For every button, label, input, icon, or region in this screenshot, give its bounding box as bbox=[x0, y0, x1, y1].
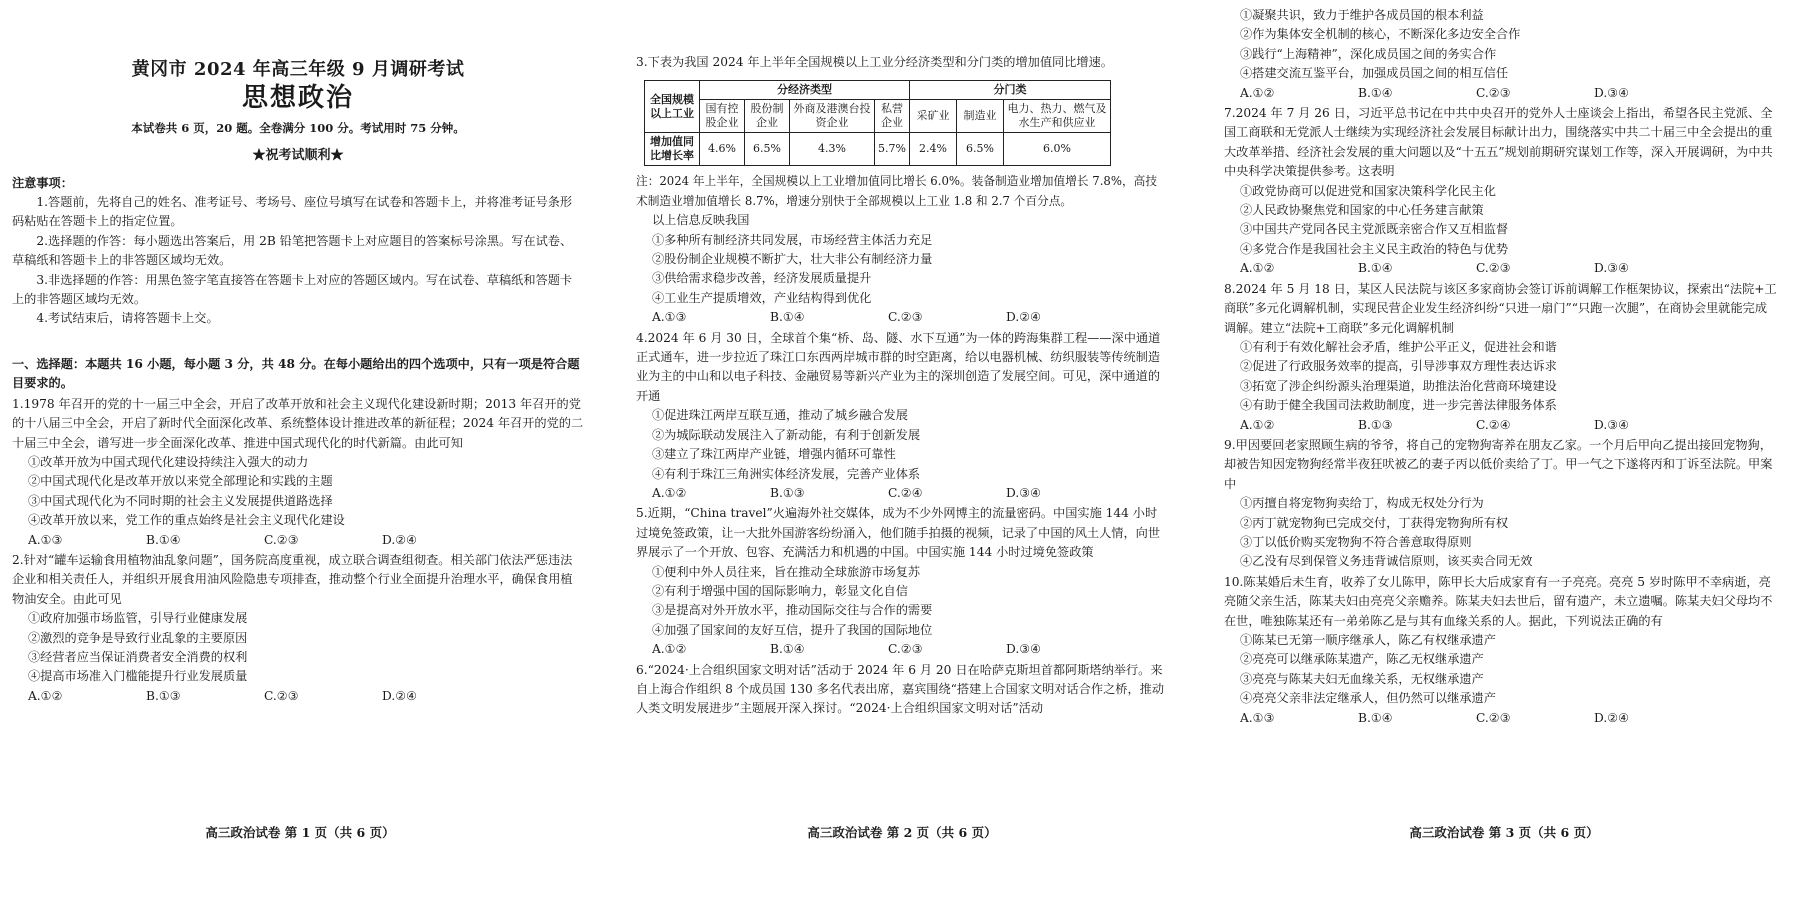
exam-info: 本试卷共 6 页，20 题。全卷满分 100 分。考试用时 75 分钟。 bbox=[131, 120, 465, 135]
question-10-stem: 10.陈某婚后未生育，收养了女儿陈甲，陈甲长大后成家育有一子亮亮。亮亮 5 岁时陈甲不幸病逝，亮亮随父亲生活，陈某夫妇由亮亮父亲赡养。陈某夫妇去世后，留有遗产，未立遗嘱。陈某夫妇父母均不在世，唯独陈某还有一弟弟陈乙是与其有血缘关系的人。据此，下列说法正确的有 bbox=[1224, 574, 1773, 628]
table-col-header: 国有控股企业 bbox=[700, 100, 745, 133]
choice-d: D.②④ bbox=[382, 688, 418, 703]
question-option: ②亮亮可以继承陈某遗产，陈乙无权继承遗产 bbox=[1240, 652, 1484, 667]
question-option: ④亮亮父亲非法定继承人，但仍然可以继承遗产 bbox=[1240, 691, 1496, 706]
choice-c: C.②③ bbox=[264, 532, 299, 547]
question-option: ③丁以低价购买宠物狗不符合善意取得原则 bbox=[1240, 534, 1472, 549]
choice-b: B.①③ bbox=[146, 688, 181, 703]
table-row-head: 全国规模以上工业 bbox=[645, 81, 700, 133]
exam-page-2 bbox=[622, 0, 1182, 900]
question-option: ②激烈的竞争是导致行业乱象的主要原因 bbox=[28, 630, 248, 645]
table-cell: 4.6% bbox=[700, 133, 745, 166]
question-option: ②人民政协聚焦党和国家的中心任务建言献策 bbox=[1240, 203, 1484, 218]
answer-choices bbox=[636, 640, 1168, 659]
choice-c: C.②④ bbox=[888, 485, 923, 500]
choice-d: D.③④ bbox=[1594, 261, 1630, 276]
choice-b: B.①④ bbox=[1358, 85, 1393, 100]
notice-item: 3.非选择题的作答：用黑色签字笔直接答在答题卡上对应的答题区域内。写在试卷、草稿纸和答题卡上的非答题区域均无效。 bbox=[12, 272, 573, 307]
table-col-header: 电力、热力、燃气及水生产和供应业 bbox=[1003, 100, 1110, 133]
answer-choices bbox=[1224, 84, 1778, 103]
question-option: ④乙没有尽到保管义务违背诚信原则，该买卖合同无效 bbox=[1240, 554, 1533, 569]
table-cell: 6.0% bbox=[1003, 133, 1110, 166]
answer-choices bbox=[12, 687, 584, 706]
choice-a: A.①③ bbox=[28, 532, 63, 547]
question-option: ②有利于增强中国的国际影响力，彰显文化自信 bbox=[652, 583, 908, 598]
good-luck-banner: ★祝考试顺利★ bbox=[252, 148, 344, 164]
table-col-header: 私营企业 bbox=[875, 100, 910, 133]
question-option: ④提高市场准入门槛能提升行业发展质量 bbox=[28, 669, 248, 684]
question-lead: 以上信息反映我国 bbox=[652, 213, 750, 228]
question-option: ①丙擅自将宠物狗卖给丁，构成无权处分行为 bbox=[1240, 496, 1484, 511]
question-option: ②股份制企业规模不断扩大，壮大非公有制经济力量 bbox=[652, 252, 933, 267]
exam-title: 黄冈市 2024 年高三年级 9 月调研考试 bbox=[131, 59, 465, 80]
question-option: ③亮亮与陈某夫妇无血缘关系，无权继承遗产 bbox=[1240, 671, 1484, 686]
choice-b: B.①④ bbox=[1358, 710, 1393, 725]
question-option: ③经营者应当保证消费者安全消费的权利 bbox=[28, 649, 248, 664]
table-col-header: 采矿业 bbox=[909, 100, 956, 133]
question-9-stem: 9.甲因要回老家照顾生病的爷爷，将自己的宠物狗寄养在朋友乙家。一个月后甲向乙提出接回宠物狗，却被告知因宠物狗经常半夜狂吠被乙的妻子丙以低价卖给了丁。甲一气之下遂将丙和丁诉至法院。甲案中 bbox=[1224, 437, 1773, 491]
choice-a: A.①② bbox=[1240, 261, 1275, 276]
question-option: ④工业生产提质增效，产业结构得到优化 bbox=[652, 290, 872, 305]
choice-a: A.①② bbox=[1240, 417, 1275, 432]
question-5-stem: 5.近期，“China travel”火遍海外社交媒体，成为不少外网博主的流量密码。中国实施 144 小时过境免签政策，让一大批外国游客纷纷涌入，他们随手拍摄的视频，记录了中国的风土人情，向世界展示了一个开放、包容、充满活力和机遇的中国。中国实施 144 小时过境免签政策 bbox=[636, 506, 1161, 560]
answer-choices bbox=[1224, 416, 1778, 435]
question-1-stem: 1.1978 年召开的党的十一届三中全会，开启了改革开放和社会主义现代化建设新时期；2013 年召开的党的十八届三中全会，开启了新时代全面深化改革、系统整体设计推进改革的新征程；2024 年召开的党的二十届三中全会，谱写进一步全面深化改革、推进中国式现代化的时代新篇。由此可知 bbox=[12, 396, 584, 450]
growth-rate-table bbox=[644, 80, 1111, 166]
choice-b: B.①③ bbox=[1358, 417, 1393, 432]
choice-d: D.②④ bbox=[1594, 710, 1630, 725]
question-option: ④加强了国家间的友好互信，提升了我国的国际地位 bbox=[652, 622, 933, 637]
question-option: ①陈某已无第一顺序继承人，陈乙有权继承遗产 bbox=[1240, 633, 1496, 647]
choice-d: D.③④ bbox=[1006, 642, 1042, 657]
notice-item: 4.考试结束后，请将答题卡上交。 bbox=[36, 311, 219, 326]
choice-b: B.①④ bbox=[770, 642, 805, 657]
choice-a: A.①② bbox=[652, 485, 687, 500]
table-col-header: 制造业 bbox=[956, 100, 1003, 133]
choice-d: D.②④ bbox=[382, 532, 418, 547]
question-option: ①促进珠江两岸互联互通，推动了城乡融合发展 bbox=[652, 408, 908, 423]
table-cell: 4.3% bbox=[790, 133, 875, 166]
table-cell: 2.4% bbox=[909, 133, 956, 166]
question-8-stem: 8.2024 年 5 月 18 日，某区人民法院与该区多家商协会签订诉前调解工作框架协议，探索出“法院+工商联”多元化调解机制，实现民营企业发生经济纠纷“只进一扇门”“只跑一次腿”，在商协会里就能完成调解。建立“法院+工商联”多元化调解机制 bbox=[1224, 281, 1777, 335]
question-option: ③供给需求稳步改善，经济发展质量提升 bbox=[652, 271, 872, 286]
question-option: ③中国共产党同各民主党派既亲密合作又互相监督 bbox=[1240, 222, 1509, 237]
answer-choices bbox=[636, 484, 1168, 503]
choice-c: C.②③ bbox=[888, 642, 923, 657]
answer-choices bbox=[12, 531, 584, 550]
table-row-label: 增加值同比增长率 bbox=[645, 133, 700, 166]
question-3-stem: 3.下表为我国 2024 年上半年全国规模以上工业分经济类型和分门类的增加值同比增速。 bbox=[636, 55, 1113, 69]
choice-d: D.②④ bbox=[1006, 310, 1042, 325]
question-option: ④有助于健全我国司法救助制度，进一步完善法律服务体系 bbox=[1240, 398, 1557, 413]
question-option: ②促进了行政服务效率的提高，引导涉事双方理性表达诉求 bbox=[1240, 359, 1557, 374]
choice-d: D.③④ bbox=[1594, 85, 1630, 100]
question-option: ④搭建交流互鉴平台，加强成员国之间的相互信任 bbox=[1240, 66, 1509, 81]
choice-a: A.①② bbox=[1240, 85, 1275, 100]
table-group-header: 分门类 bbox=[909, 81, 1110, 100]
exam-page-3 bbox=[1210, 0, 1798, 900]
choice-a: A.①② bbox=[652, 642, 687, 657]
choice-c: C.②③ bbox=[264, 688, 299, 703]
question-option: ④改革开放以来，党工作的重点始终是社会主义现代化建设 bbox=[28, 513, 345, 528]
question-option: ②丙丁就宠物狗已完成交付，丁获得宠物狗所有权 bbox=[1240, 515, 1509, 530]
question-option: ②中国式现代化是改革开放以来党全部理论和实践的主题 bbox=[28, 474, 333, 489]
table-group-header: 分经济类型 bbox=[700, 81, 910, 100]
question-option: ③是提高对外开放水平，推动国际交往与合作的需要 bbox=[652, 603, 933, 618]
table-note: 注：2024 年上半年，全国规模以上工业增加值同比增长 6.0%。装备制造业增加值增长 7.8%，高技术制造业增加值增长 8.7%，增速分别快于全部规模以上工业 1.8 和 2.7 个百分点。 bbox=[636, 174, 1158, 208]
question-option: ①便利中外人员往来，旨在推动全球旅游市场复苏 bbox=[652, 564, 921, 579]
table-cell: 6.5% bbox=[745, 133, 790, 166]
choice-d: D.③④ bbox=[1594, 417, 1630, 432]
exam-page-1 bbox=[0, 0, 600, 900]
choice-b: B.①④ bbox=[770, 310, 805, 325]
question-option: ①政府加强市场监管，引导行业健康发展 bbox=[28, 611, 248, 626]
question-6-stem: 6.“2024·上合组织国家文明对话”活动于 2024 年 6 月 20 日在哈萨克斯坦首都阿斯塔纳举行。来自上海合作组织 8 个成员国 130 多名代表出席，嘉宾围绕“搭建上合国家文明对话合作之桥，推动人类文明发展进步”主题展开深入探讨。“2024·上合组织国家文明对话”活动 bbox=[636, 662, 1165, 716]
section-heading: 一、选择题：本题共 16 小题，每小题 3 分，共 48 分。在每小题给出的四个选项中，只有一项是符合题目要求的。 bbox=[12, 356, 580, 391]
question-7-stem: 7.2024 年 7 月 26 日，习近平总书记在中共中央召开的党外人士座谈会上指出，希望各民主党派、全国工商联和无党派人士继续为实现经济社会发展目标献计出力，围绕落实中共二十届三中全会提出的重大改革举措、经济社会发展的重大问题以及“十五五”规划前期研究谋划工作等，深入开展调研，为中共中央科学决策提供参考。这表明 bbox=[1224, 106, 1773, 179]
question-4-stem: 4.2024 年 6 月 30 日，全球首个集“桥、岛、隧、水下互通”为一体的跨海集群工程——深中通道正式通车，进一步拉近了珠江口东西两岸城市群的时空距离，给以电器机械、纺织服装等传统制造业为主的中山和以电子科技、金融贸易等新兴产业为主的深圳创造了发展空间。可见，深中通道的开通 bbox=[636, 330, 1161, 403]
choice-c: C.②③ bbox=[1476, 261, 1511, 276]
question-option: ③建立了珠江两岸产业链，增强内循环可靠性 bbox=[652, 447, 896, 462]
question-option: ②为城际联动发展注入了新动能，有利于创新发展 bbox=[652, 427, 921, 442]
choice-c: C.②④ bbox=[1476, 417, 1511, 432]
question-option: ③践行“上海精神”，深化成员国之间的务实合作 bbox=[1240, 46, 1497, 61]
choice-b: B.①④ bbox=[1358, 261, 1393, 276]
answer-choices bbox=[636, 308, 1168, 327]
table-col-header: 股份制企业 bbox=[745, 100, 790, 133]
question-option: ①有利于有效化解社会矛盾，维护公平正义，促进社会和谐 bbox=[1240, 339, 1557, 354]
question-option: ①多种所有制经济共同发展，市场经营主体活力充足 bbox=[652, 232, 933, 247]
notice-item: 2.选择题的作答：每小题选出答案后，用 2B 铅笔把答题卡上对应题目的答案标号涂黑。写在试卷、草稿纸和答题卡上的非答题区域均无效。 bbox=[12, 233, 573, 268]
choice-b: B.①③ bbox=[770, 485, 805, 500]
question-option: ④多党合作是我国社会主义民主政治的特色与优势 bbox=[1240, 241, 1509, 256]
choice-a: A.①③ bbox=[1240, 710, 1275, 725]
question-option: ①凝聚共识，致力于维护各成员国的根本利益 bbox=[1240, 8, 1484, 22]
question-option: ④有利于珠江三角洲实体经济发展，完善产业体系 bbox=[652, 466, 921, 481]
question-option: ①改革开放为中国式现代化建设持续注入强大的动力 bbox=[28, 454, 309, 469]
choice-a: A.①③ bbox=[652, 310, 687, 325]
question-option: ③中国式现代化为不同时期的社会主义发展提供道路选择 bbox=[28, 493, 333, 508]
table-cell: 5.7% bbox=[875, 133, 910, 166]
choice-d: D.③④ bbox=[1006, 485, 1042, 500]
choice-c: C.②③ bbox=[1476, 710, 1511, 725]
choice-b: B.①④ bbox=[146, 532, 181, 547]
subject-title: 思想政治 bbox=[241, 83, 354, 114]
choice-c: C.②③ bbox=[888, 310, 923, 325]
table-col-header: 外商及港澳台投资企业 bbox=[790, 100, 875, 133]
page-footer: 高三政治试卷 第 3 页（共 6 页） bbox=[1409, 824, 1599, 840]
notice-item: 1.答题前，先将自己的姓名、准考证号、考场号、座位号填写在试卷和答题卡上，并将准考证号条形码粘贴在答题卡上的指定位置。 bbox=[12, 195, 573, 229]
notice-heading: 注意事项： bbox=[12, 175, 73, 190]
choice-a: A.①② bbox=[28, 688, 63, 703]
answer-choices bbox=[1224, 259, 1778, 278]
question-option: ②作为集体安全机制的核心，不断深化多边安全合作 bbox=[1240, 27, 1521, 42]
question-option: ③拓宽了涉企纠纷源头治理渠道，助推法治化营商环境建设 bbox=[1240, 378, 1557, 393]
choice-c: C.②③ bbox=[1476, 85, 1511, 100]
table-cell: 6.5% bbox=[956, 133, 1003, 166]
question-option: ①政党协商可以促进党和国家决策科学化民主化 bbox=[1240, 183, 1496, 198]
answer-choices bbox=[1224, 709, 1778, 728]
question-2-stem: 2.针对“罐车运输食用植物油乱象问题”，国务院高度重视，成立联合调查组彻查。相关部门依法严惩违法企业和相关责任人，并组织开展食用油风险隐患专项排查，推动整个行业全面提升治理水平，确保食用植物油安全。由此可见 bbox=[12, 552, 573, 606]
page-footer: 高三政治试卷 第 1 页（共 6 页） bbox=[205, 824, 395, 840]
page-footer: 高三政治试卷 第 2 页（共 6 页） bbox=[807, 824, 997, 840]
